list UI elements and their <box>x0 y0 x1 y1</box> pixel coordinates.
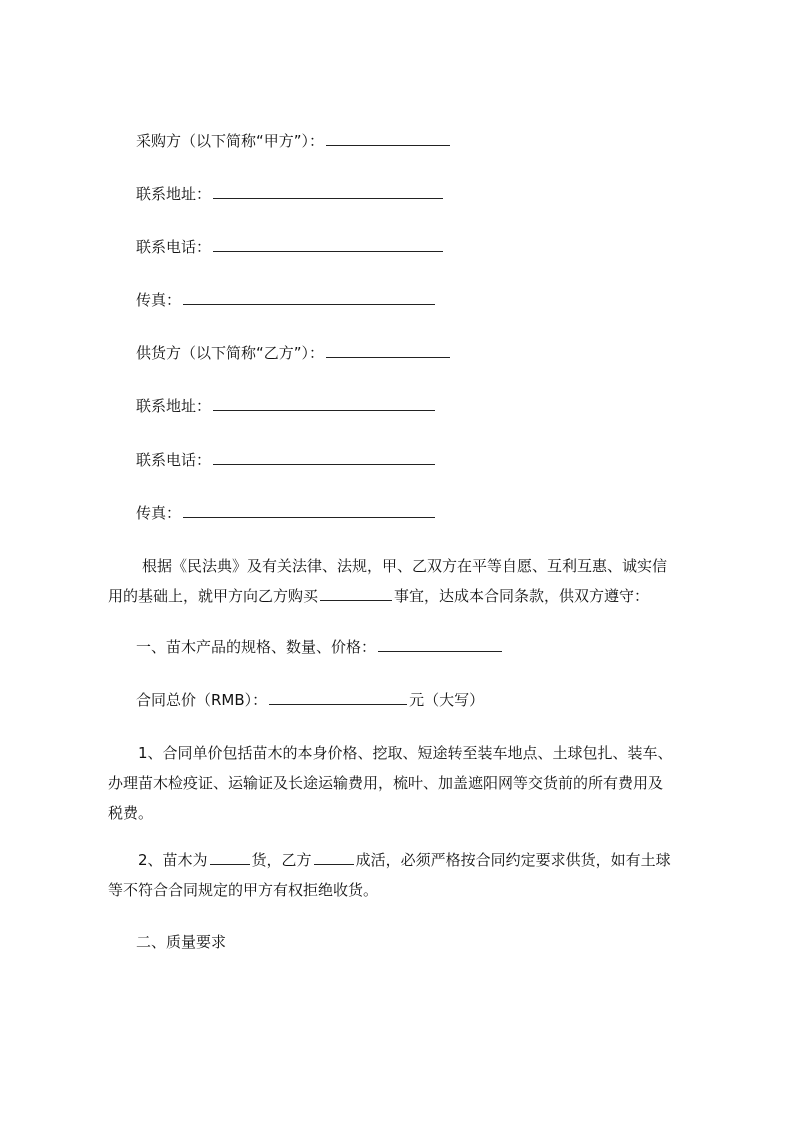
delivery-type-blank[interactable] <box>210 850 250 865</box>
buyer-fax-blank[interactable] <box>183 290 435 305</box>
buyer-fax-line <box>136 289 437 311</box>
supplier-name-blank[interactable] <box>326 343 450 358</box>
clause-2-line-1-part-2: 货，乙方 <box>251 851 312 869</box>
buyer-address-label: 联系地址： <box>136 185 212 203</box>
spec-price-blank[interactable] <box>378 637 502 652</box>
supplier-title-line <box>136 342 452 364</box>
preamble-paragraph <box>108 551 667 611</box>
preamble-line-1: 根据《民法典》及有关法律、法规，甲、乙双方在平等自愿、互利互惠、诚实信 <box>142 557 668 575</box>
total-price-line <box>136 689 484 711</box>
supplier-phone-blank[interactable] <box>213 450 435 465</box>
clause-1-line-3: 税费。 <box>108 804 154 822</box>
supplier-fax-label: 传真： <box>136 504 182 522</box>
supplier-phone-line <box>136 449 437 471</box>
section-2-heading-line <box>136 931 226 953</box>
purchase-item-blank[interactable] <box>320 586 392 601</box>
supplier-address-line <box>136 395 437 417</box>
buyer-address-line <box>136 183 445 205</box>
buyer-phone-label: 联系电话： <box>136 238 212 256</box>
buyer-phone-line <box>136 236 445 258</box>
buyer-phone-blank[interactable] <box>213 237 443 252</box>
total-price-label: 合同总价（RMB）： <box>136 691 268 709</box>
clause-2-line-1 <box>108 845 671 875</box>
section-1-heading-line <box>136 636 504 658</box>
supplier-address-blank[interactable] <box>213 396 435 411</box>
total-price-blank[interactable] <box>269 690 407 705</box>
buyer-title-line <box>136 130 452 152</box>
clause-2-line-1-part-3: 成活，必须严格按合同约定要求供货，如有土球 <box>355 851 671 869</box>
supplier-phone-label: 联系电话： <box>136 451 212 469</box>
total-price-suffix: 元（大写） <box>409 691 485 709</box>
supplier-fax-blank[interactable] <box>183 503 435 518</box>
buyer-title-label: 采购方（以下简称“甲方”）： <box>136 132 325 150</box>
clause-2-line-1-part-1: 2、苗木为 <box>138 851 208 869</box>
survival-rate-blank[interactable] <box>314 850 354 865</box>
buyer-fax-label: 传真： <box>136 291 182 309</box>
supplier-title-label: 供货方（以下简称“乙方”）： <box>136 344 325 362</box>
clause-1-line-2: 办理苗木检疫证、运输证及长途运输费用，梳叶、加盖遮阳网等交货前的所有费用及 <box>108 774 664 792</box>
clause-1-paragraph <box>108 738 673 828</box>
preamble-line-2-part-1: 用的基础上，就甲方向乙方购买 <box>108 587 319 605</box>
buyer-name-blank[interactable] <box>326 131 450 146</box>
preamble-line-2-part-2: 事宜，达成本合同条款，供双方遵守： <box>394 587 650 605</box>
clause-2-line-2: 等不符合合同规定的甲方有权拒绝收货。 <box>108 881 379 899</box>
supplier-fax-line <box>136 502 437 524</box>
buyer-address-blank[interactable] <box>213 184 443 199</box>
clause-1-line-1: 1、合同单价包括苗木的本身价格、挖取、短途转至装车地点、土球包扎、装车、 <box>138 744 673 762</box>
clause-2-paragraph <box>108 845 671 905</box>
section-1-heading: 一、苗木产品的规格、数量、价格： <box>136 638 377 656</box>
preamble-line-2 <box>108 581 667 611</box>
section-2-heading: 二、质量要求 <box>136 933 227 951</box>
supplier-address-label: 联系地址： <box>136 397 212 415</box>
